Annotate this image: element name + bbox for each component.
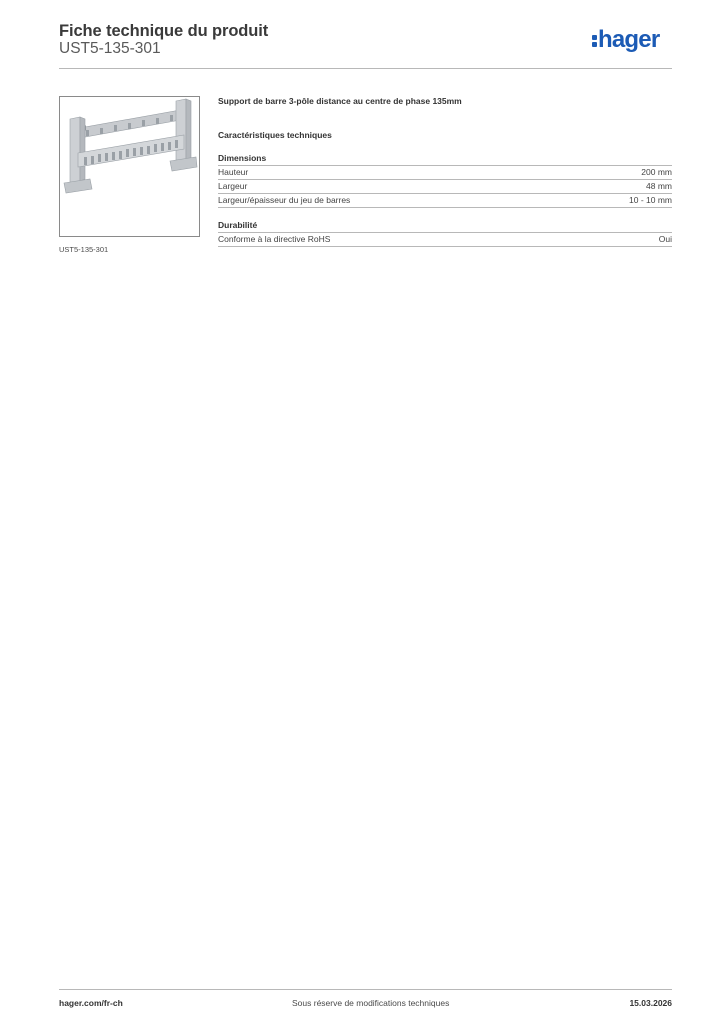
footer-divider bbox=[59, 989, 672, 990]
footer-date: 15.03.2026 bbox=[629, 998, 672, 1008]
spec-group-title: Dimensions bbox=[218, 152, 672, 166]
spec-label: Largeur/épaisseur du jeu de barres bbox=[218, 195, 351, 205]
specs-section-title: Caractéristiques techniques bbox=[218, 130, 332, 140]
spec-label: Conforme à la directive RoHS bbox=[218, 234, 331, 244]
spec-row bbox=[218, 166, 672, 180]
logo-text: hager bbox=[598, 26, 660, 53]
hager-logo bbox=[592, 28, 659, 52]
busbar-support-image-icon bbox=[60, 97, 199, 236]
product-image bbox=[59, 96, 200, 237]
product-description: Support de barre 3-pôle distance au centre de phase 135mm bbox=[218, 96, 462, 106]
spec-value: 200 mm bbox=[641, 167, 672, 177]
spec-value: 10 - 10 mm bbox=[629, 195, 672, 205]
spec-label: Hauteur bbox=[218, 167, 249, 177]
page-title: Fiche technique du produit bbox=[59, 22, 269, 40]
product-image-caption: UST5-135-301 bbox=[59, 245, 109, 254]
product-details bbox=[218, 95, 672, 247]
spec-value: Oui bbox=[658, 234, 672, 244]
footer-notice: Sous réserve de modifications techniques bbox=[292, 998, 450, 1008]
spec-row bbox=[218, 180, 672, 194]
logo-dots-icon bbox=[592, 32, 597, 48]
footer-website-link[interactable]: hager.com/fr-ch bbox=[59, 998, 123, 1008]
spec-row bbox=[218, 233, 672, 247]
spec-value: 48 mm bbox=[646, 181, 672, 191]
spec-label: Largeur bbox=[218, 181, 248, 191]
spec-row bbox=[218, 194, 672, 208]
header-divider bbox=[59, 68, 672, 69]
product-reference: UST5-135-301 bbox=[59, 40, 161, 57]
spec-group-title: Durabilité bbox=[218, 219, 672, 233]
